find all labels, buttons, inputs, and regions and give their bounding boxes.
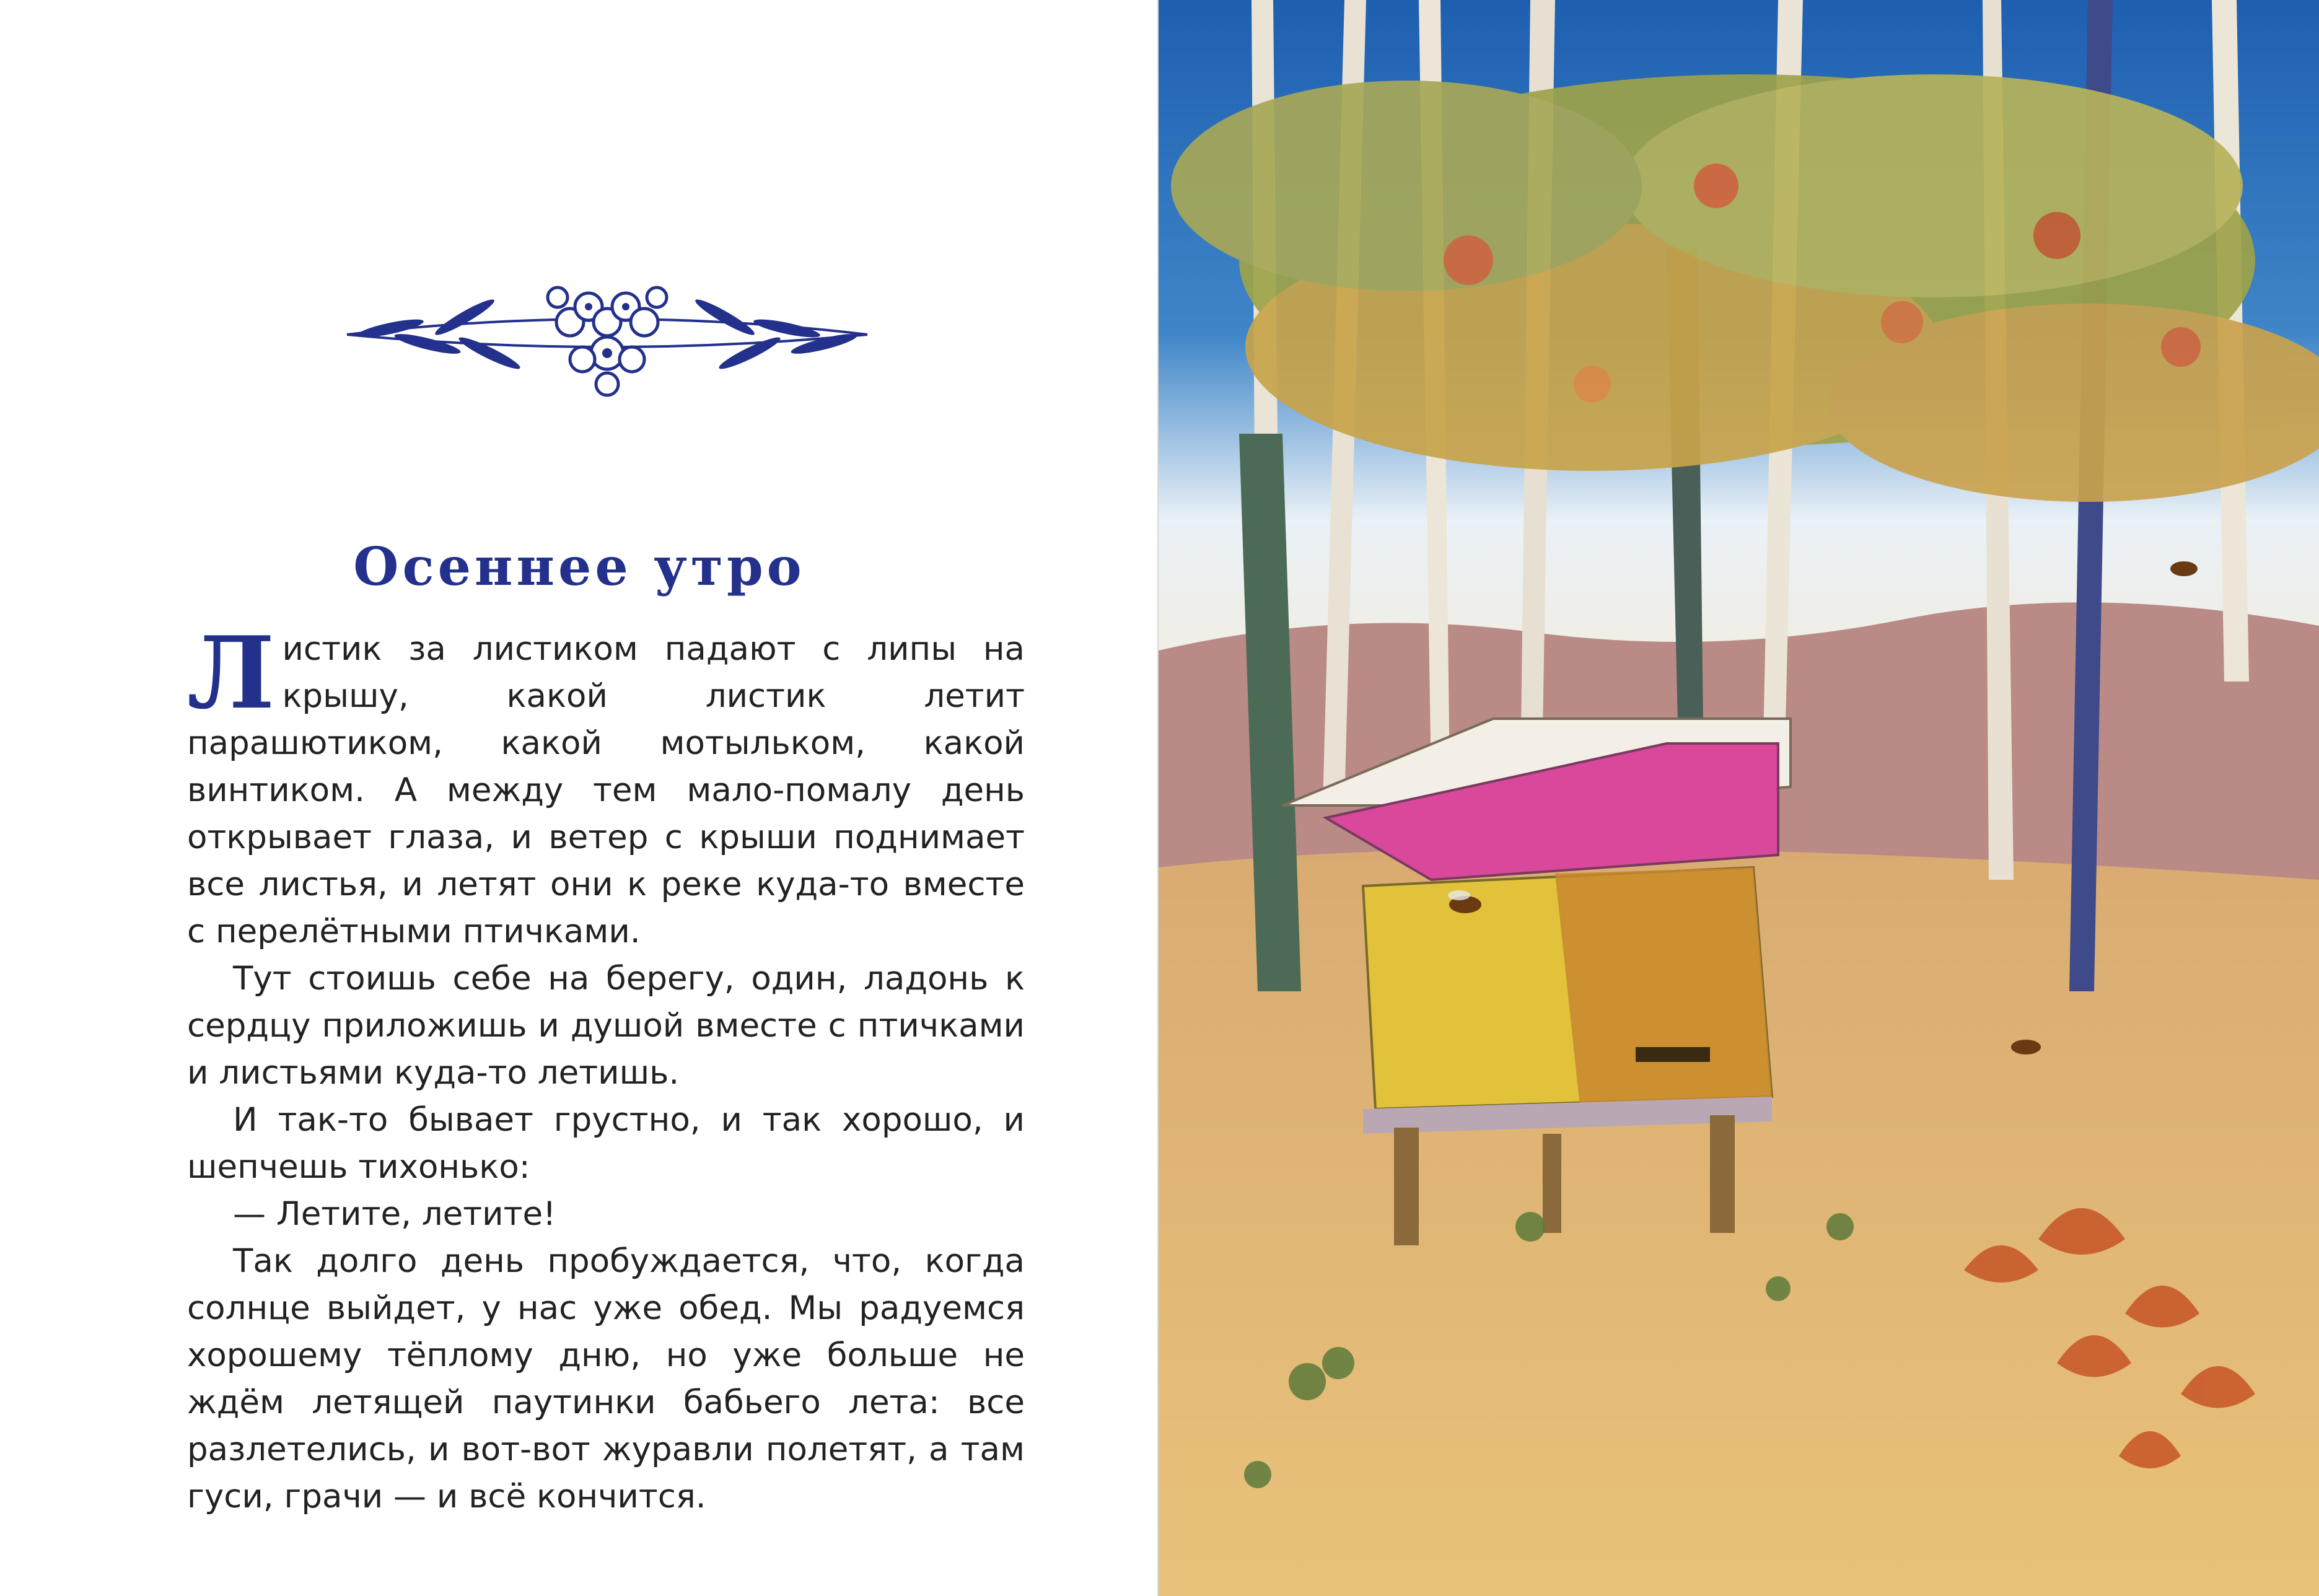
paragraph: — Летите, летите! [233,1195,556,1233]
beehive-illustration [1159,0,2319,1596]
paragraph: Так долго день пробуждается, что, когда солнце выйдет, у нас уже обед. Мы радуемся хорошему тёплому дню, но уже больше не ждём летящей паутинки бабьего лета: все разлетелись, и вот-вот журавли полетят, а там гуси, грачи — и всё кончится. [187,1242,1025,1515]
right-page-illustration [1159,0,2319,1596]
paragraph: Тут стоишь себе на берегу, один, ладонь к сердцу приложишь и душой вместе с птичками и листьями куда-то летишь. [187,960,1025,1092]
story-text [187,615,1025,1520]
page-title: Осеннее утро [353,536,805,597]
floral-ornament-icon [335,266,880,409]
left-page [0,0,1159,1596]
paragraph-text: истик за листиком падают с липы на крышу, какой листик летит парашютиком, какой мотыльком, какой винтиком. А между тем мало-помалу день открывает глаза, и ветер с крыши поднимает все листья, и летят они к реке куда-то вместе с перелётными птичками. [187,630,1025,950]
paragraph: И так-то бывает грустно, и так хорошо, и шепчешь тихонько: [187,1101,1025,1186]
paragraph [187,615,1025,955]
dropcap: Л [187,615,275,731]
